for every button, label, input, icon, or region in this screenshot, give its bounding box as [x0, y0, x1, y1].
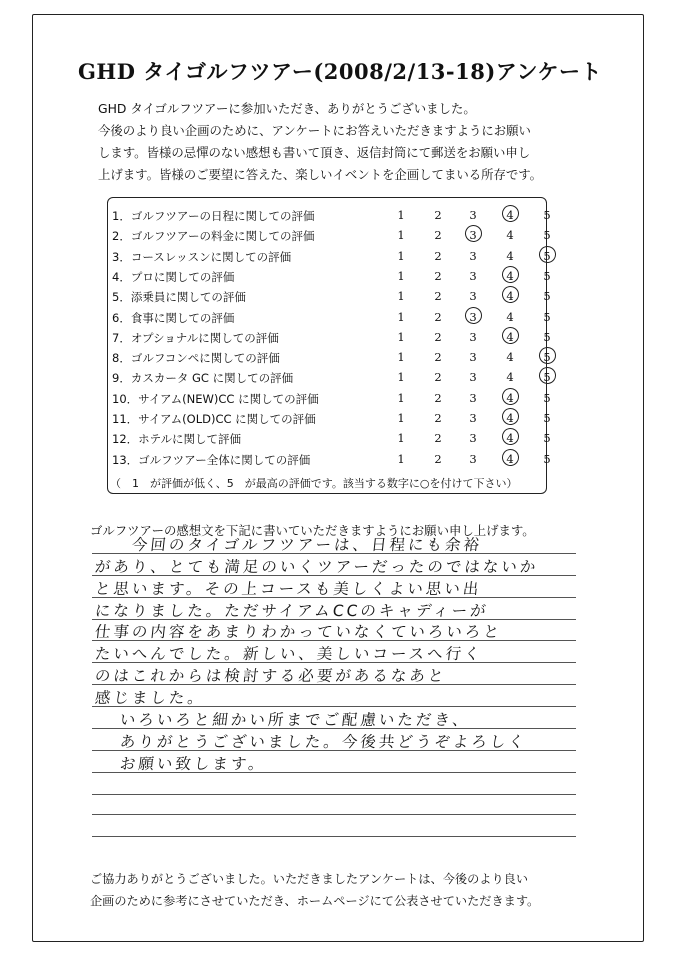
rating-option[interactable]: 3 — [469, 248, 477, 263]
handwritten-comment-line: たいへんでした。新しい、美しいコースへ行く — [93, 645, 484, 663]
rating-option[interactable]: 2 — [434, 248, 442, 263]
rating-option[interactable]: 3 — [469, 329, 477, 344]
rating-option[interactable]: 2 — [434, 411, 442, 425]
rating-question: 1．ゴルフツアーの日程に関しての評価 — [112, 209, 315, 223]
intro-paragraph — [98, 98, 598, 186]
rating-option[interactable]: 1 — [397, 390, 405, 405]
rating-question: 12．ホテルに関して評価 — [112, 432, 242, 447]
ruled-line — [92, 814, 576, 815]
rating-option[interactable]: 3 — [469, 411, 477, 425]
rating-option[interactable]: 3 — [469, 289, 477, 304]
rating-option[interactable]: 3 — [469, 350, 477, 365]
rating-row — [112, 450, 551, 470]
rating-option[interactable]: 4 — [506, 289, 514, 304]
rating-option[interactable]: 5 — [543, 350, 551, 365]
intro-line: します。皆様の忌憚のない感想も書いて頂き、返信封筒にて郵送をお願い申し — [98, 145, 531, 160]
ruled-line — [92, 794, 576, 795]
rating-row — [112, 328, 551, 348]
intro-line: 今後のより良い企画のために、アンケートにお答えいただきますようにお願い — [98, 123, 531, 138]
rating-option[interactable]: 5 — [543, 268, 551, 283]
rating-option[interactable]: 4 — [506, 248, 514, 263]
rating-option[interactable]: 1 — [397, 208, 405, 222]
rating-option[interactable]: 5 — [543, 228, 551, 243]
handwritten-comment-line: お願い致します。 — [118, 755, 268, 773]
handwritten-comment-line: のはこれからは検討する必要があるなあと — [93, 667, 448, 685]
rating-option[interactable]: 2 — [434, 451, 442, 466]
handwritten-comment-line: 感じました。 — [93, 689, 207, 707]
rating-option[interactable]: 1 — [397, 309, 405, 324]
rating-option[interactable]: 1 — [397, 370, 405, 385]
rating-question: 7．オプショナルに関しての評価 — [112, 330, 279, 345]
rating-option[interactable]: 5 — [543, 411, 551, 425]
rating-option[interactable]: 4 — [506, 451, 514, 466]
handwritten-comment-line: があり、とても満足のいくツアーだったのではないか — [93, 558, 540, 576]
rating-option[interactable]: 5 — [543, 431, 551, 446]
rating-question: 3．コースレッスンに関しての評価 — [112, 249, 292, 264]
rating-option[interactable]: 5 — [543, 208, 551, 222]
rating-option[interactable]: 5 — [543, 248, 551, 263]
rating-question: 9．カスカータ GC に関しての評価 — [112, 371, 294, 386]
ruled-line — [92, 836, 576, 837]
rating-option[interactable]: 3 — [469, 268, 477, 283]
rating-option[interactable]: 1 — [397, 268, 405, 283]
intro-line: 上げます。皆様のご要望に答えた、楽しいイベントを企画してまいる所存です。 — [98, 167, 543, 182]
rating-question: 11．サイアム(OLD)CC に関しての評価 — [112, 412, 316, 426]
rating-option[interactable]: 4 — [506, 208, 514, 222]
rating-option[interactable]: 5 — [543, 289, 551, 304]
rating-option[interactable]: 4 — [506, 411, 514, 425]
rating-option[interactable]: 2 — [434, 228, 442, 243]
page-title: GHD タイゴルフツアー(2008/2/13-18)アンケート — [77, 59, 603, 84]
rating-question: 2．ゴルフツアーの料金に関しての評価 — [112, 229, 315, 244]
rating-row — [112, 287, 551, 307]
handwritten-comment-line: になりました。ただサイアムCCのキャディーが — [93, 602, 490, 620]
rating-question: 10．サイアム(NEW)CC に関しての評価 — [112, 391, 319, 406]
rating-option[interactable]: 2 — [434, 268, 442, 283]
footer-line: ご協力ありがとうございました。いただきましたアンケートは、今後のより良い — [90, 872, 529, 886]
rating-row — [112, 308, 551, 328]
handwritten-comment-line: 仕事の内容をあまりわかっていなくていろいろと — [93, 623, 503, 641]
rating-option[interactable]: 1 — [397, 228, 405, 243]
footer-note — [90, 868, 539, 912]
rating-question: 5．添乗員に関しての評価 — [112, 290, 246, 305]
rating-option[interactable]: 3 — [469, 228, 477, 243]
rating-option[interactable]: 1 — [397, 350, 405, 365]
rating-option[interactable]: 5 — [543, 451, 551, 466]
rating-option[interactable]: 2 — [434, 370, 442, 385]
rating-option[interactable]: 4 — [506, 350, 514, 365]
rating-row — [112, 267, 551, 287]
rating-option[interactable]: 1 — [397, 329, 405, 344]
rating-option[interactable]: 3 — [469, 370, 477, 385]
rating-question: 13．ゴルフツアー全体に関しての評価 — [112, 452, 311, 467]
rating-row — [112, 409, 551, 429]
rating-option[interactable]: 4 — [506, 268, 514, 283]
intro-line: GHD タイゴルフツアーに参加いただき、ありがとうございました。 — [98, 101, 476, 116]
rating-row — [112, 206, 551, 226]
rating-option[interactable]: 2 — [434, 208, 442, 222]
handwritten-comment-line: いろいろと細かい所までご配慮いただき、 — [118, 711, 472, 729]
rating-question: 4．プロに関しての評価 — [112, 269, 235, 284]
rating-option[interactable]: 1 — [397, 411, 405, 425]
handwritten-comment-line: ありがとうございました。今後共どうぞよろしく — [118, 733, 528, 751]
comment-prompt: ゴルフツアーの感想文を下記に書いていただきますようにお願い申し上げます。 — [90, 523, 535, 538]
rating-option[interactable]: 5 — [543, 370, 551, 385]
rating-option[interactable]: 2 — [434, 329, 442, 344]
rating-option[interactable]: 3 — [469, 431, 477, 446]
rating-option[interactable]: 2 — [434, 309, 442, 324]
rating-option[interactable]: 3 — [469, 309, 477, 324]
rating-option[interactable]: 4 — [506, 431, 514, 446]
rating-option[interactable]: 3 — [469, 390, 477, 405]
rating-option[interactable]: 4 — [506, 329, 514, 344]
rating-option[interactable]: 4 — [506, 390, 514, 405]
rating-row — [112, 348, 551, 368]
rating-option[interactable]: 1 — [397, 431, 405, 446]
rating-question: 8．ゴルフコンペに関しての評価 — [112, 351, 280, 366]
handwritten-comment-line: と思います。その上コースも美しくよい思い出 — [93, 580, 483, 598]
rating-option[interactable]: 3 — [469, 451, 477, 466]
footer-line: 企画のために参考にさせていただき、ホームページにて公表させていただきます。 — [90, 894, 540, 908]
rating-option[interactable]: 5 — [543, 309, 551, 324]
rating-option[interactable]: 2 — [434, 390, 442, 405]
rating-row — [112, 247, 551, 267]
rating-option[interactable]: 2 — [434, 350, 442, 365]
rating-row — [112, 429, 551, 449]
rating-option[interactable]: 5 — [543, 329, 551, 344]
rating-question: 6．食事に関しての評価 — [112, 310, 235, 325]
rating-row — [112, 226, 551, 246]
rating-option[interactable]: 5 — [543, 390, 551, 405]
rating-instructions: （ 1 が評価が低く、5 が最高の評価です。該当する数字に○を付けて下さい） — [110, 477, 518, 490]
rating-option[interactable]: 1 — [397, 451, 405, 466]
rating-row — [112, 389, 551, 409]
rating-option[interactable]: 4 — [506, 228, 514, 243]
rating-option[interactable]: 1 — [397, 248, 405, 263]
rating-option[interactable]: 3 — [469, 208, 477, 222]
handwritten-comment-line: 今回のタイゴルフツアーは、日程にも余裕 — [130, 536, 483, 554]
rating-option[interactable]: 2 — [434, 431, 442, 446]
rating-option[interactable]: 1 — [397, 289, 405, 304]
rating-row — [112, 368, 551, 388]
rating-option[interactable]: 4 — [506, 370, 514, 385]
rating-option[interactable]: 2 — [434, 289, 442, 304]
rating-option[interactable]: 4 — [506, 309, 514, 324]
